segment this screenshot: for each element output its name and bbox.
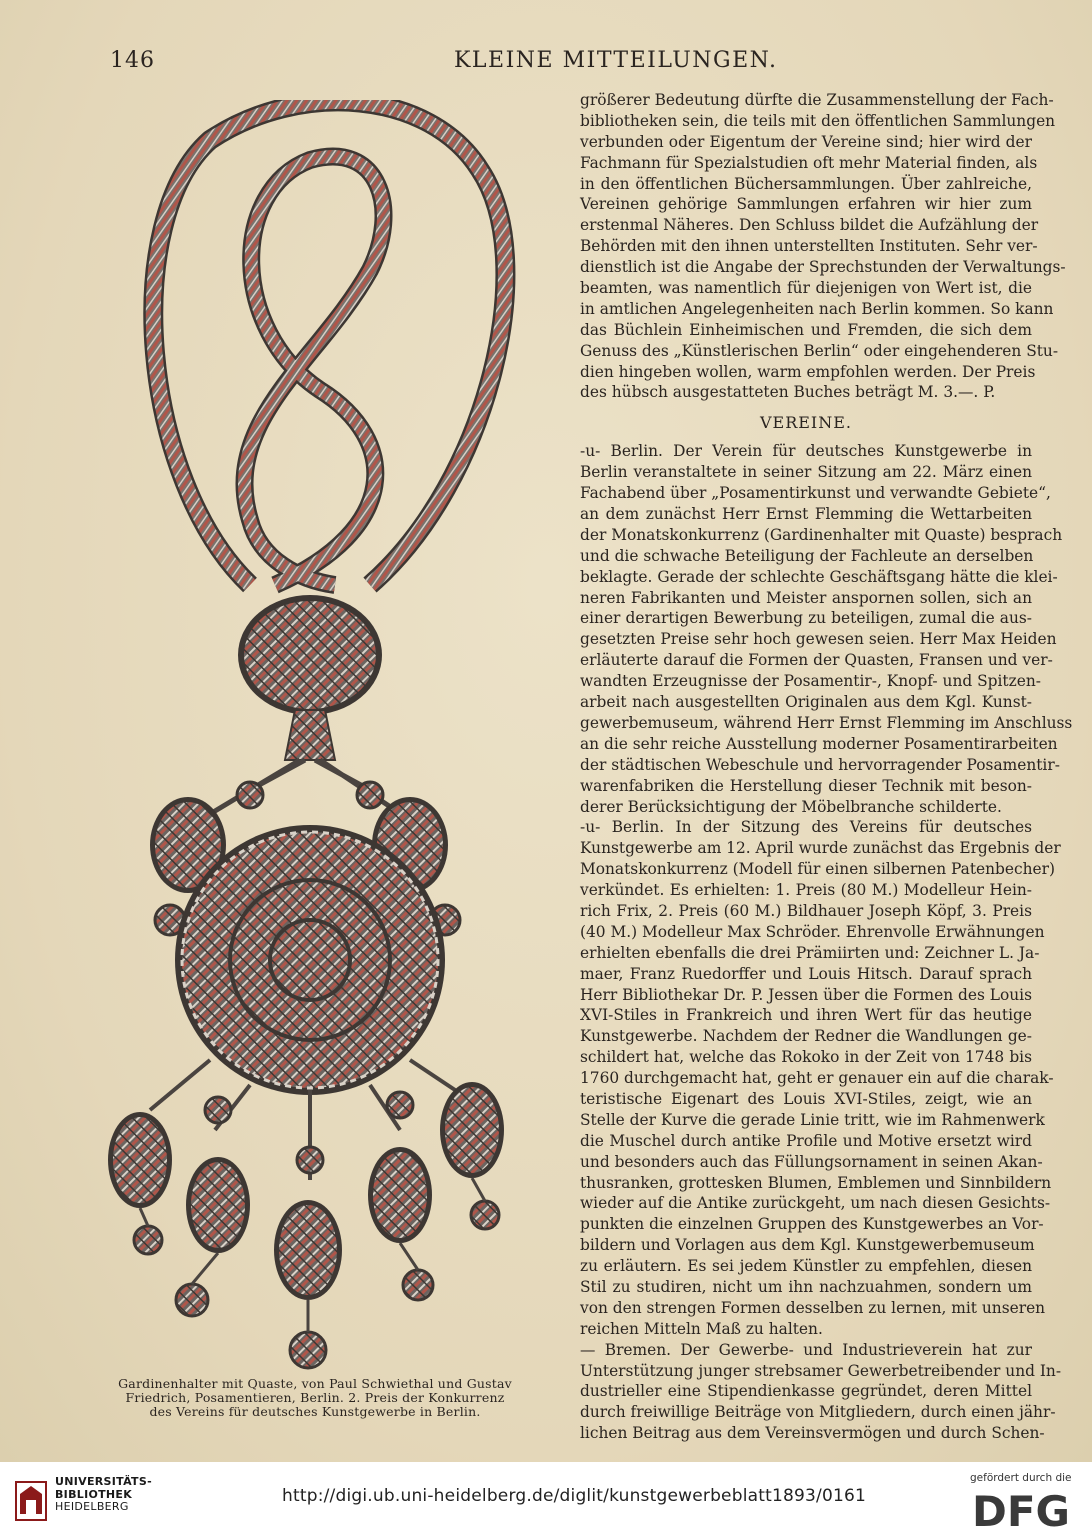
text-line: reichen Mitteln Maß zu halten. [580,1319,823,1338]
text-line: von den strengen Formen desselben zu lernen, mit unseren [580,1298,1046,1317]
text-line: in amtlichen Angelegenheiten nach Berlin kommen. So kann [580,299,1054,318]
text-line: Behörden mit den ihnen unterstellten Instituten. Sehr ver- [580,237,1038,256]
text-line: bildern und Vorlagen aus dem Kgl. Kunstgewerbemuseum [580,1236,1035,1255]
text-line: erläuterte darauf die Formen der Quasten, Fransen und ver- [580,651,1053,670]
text-line: warenfabriken die Herstellung dieser Technik mit beson- [580,776,1032,795]
tassel-icon [100,100,540,1390]
text-line: verkündet. Es erhielten: 1. Preis (80 M.) Modelleur Hein- [580,881,1032,900]
university-seal-icon [14,1480,48,1522]
text-line: Stelle der Kurve die gerade Linie tritt, wie im Rahmenwerk [580,1110,1045,1129]
dfg-logo-icon [972,1488,1078,1530]
text-column [580,90,1073,1444]
text-line: lichen Beitrag aus dem Vereinsvermögen und durch Schen- [580,1424,1045,1443]
text-line: der Monatskonkurrenz (Gardinenhalter mit Quaste) besprach [580,525,1063,544]
text-line: durch freiwillige Beiträge von Mitgliedern, durch einen jähr- [580,1403,1056,1422]
institution-line: UNIVERSITÄTS- [55,1475,152,1488]
caption-line: des Vereins für deutsches Kunstgewerbe in Berlin. [149,1404,481,1419]
figure-caption [110,1377,520,1419]
text-line: teristische Eigenart des Louis XVI-Stiles, zeigt, wie an [580,1089,1032,1108]
text-line: Monatskonkurrenz (Modell für einen silbernen Patenbecher) [580,860,1056,879]
text-line: bibliotheken sein, die teils mit den öffentlichen Sammlungen [580,111,1056,130]
text-line: der städtischen Webeschule und hervorragender Posamentir- [580,755,1060,774]
text-line: des hübsch ausgestatteten Buches beträgt M. 3.—. P. [580,383,996,402]
text-line: erstenmal Näheres. Den Schluss bildet die Aufzählung der [580,216,1039,235]
funded-by-label: gefördert durch die [970,1472,1072,1484]
text-line: dien hingeben wollen, warm empfohlen werden. Der Preis [580,362,1036,381]
text-line: derer Berücksichtigung der Möbelbranche schilderte. [580,797,1002,816]
text-line: wandten Erzeugnisse der Posamentir-, Knopf- und Spitzen- [580,672,1041,691]
text-line: die Muschel durch antike Profile und Motive ersetzt wird [580,1131,1032,1150]
text-line: XVI-Stiles in Frankreich und ihren Wert für das heutige [580,1006,1032,1025]
text-line: 1760 durchgemacht hat, geht er genauer ein auf die charak- [580,1069,1054,1088]
text-line: — Bremen. Der Gewerbe- und Industrieverein hat zur [580,1340,1032,1359]
running-head: KLEINE MITTEILUNGEN. [454,48,778,73]
text-line: neren Fabrikanten und Meister anspornen sollen, sich an [580,588,1032,607]
text-line: dustrieller eine Stipendienkasse gegründet, deren Mittel [580,1382,1032,1401]
text-line: und besonders auch das Füllungsornament in seinen Akan- [580,1152,1043,1171]
text-line: maer, Franz Ruedorffer und Louis Hitsch. Darauf sprach [580,964,1032,983]
text-line: Berlin veranstaltete in seiner Sitzung am 22. März einen [580,463,1032,482]
section-heading: VEREINE. [759,413,853,433]
text-line: wieder auf die Antike zurückgeht, um nach diesen Gesichts- [580,1194,1051,1213]
text-line: erhielten ebenfalls die drei Prämiirten und: Zeichner L. Ja- [580,943,1040,962]
institution-city: HEIDELBERG [55,1500,129,1513]
text-line: in den öffentlichen Büchersammlungen. Über zahlreiche, [580,174,1032,193]
text-line: das Büchlein Einheimischen und Fremden, die sich dem [580,320,1032,339]
text-line: gesetzten Preise sehr hoch gewesen seien. Herr Max Heiden [580,630,1057,649]
page-number: 146 [110,48,155,73]
text-line: rich Frix, 2. Preis (60 M.) Bildhauer Joseph Köpf, 3. Preis [580,901,1032,920]
text-line: und die schwache Beteiligung der Fachleute an derselben [580,546,1034,565]
text-line: an dem zunächst Herr Ernst Flemming die Wettarbeiten [580,505,1032,524]
text-line: -u- Berlin. In der Sitzung des Vereins für deutsches [580,818,1032,837]
text-line: arbeit nach ausgestellten Originalen aus dem Kgl. Kunst- [580,693,1032,712]
text-line: Herr Bibliothekar Dr. P. Jessen über die Formen des Louis [580,985,1032,1004]
digitization-footer [0,1462,1092,1540]
text-line: punkten die einzelnen Gruppen des Kunstgewerbes an Vor- [580,1215,1044,1234]
institution-line: BIBLIOTHEK [55,1487,133,1501]
berlin-march-paragraph [580,441,1073,817]
text-line: Kunstgewerbe am 12. April wurde zunächst das Ergebnis der [580,839,1061,858]
caption-line: Gardinenhalter mit Quaste, von Paul Schwiethal und Gustav [118,1376,512,1391]
text-line: Stil zu studiren, nicht um ihn nachzuahmen, sondern um [580,1277,1032,1296]
tassel-illustration [100,100,540,1390]
institution-name [55,1476,152,1514]
berlin-april-paragraph [580,817,1061,1339]
text-line: an die sehr reiche Ausstellung moderner Posamentirarbeiten [580,734,1058,753]
text-line: beamten, was namentlich für diejenigen von Wert ist, die [580,279,1032,298]
caption-line: Friedrich, Posamentieren, Berlin. 2. Preis der Konkurrenz [125,1390,505,1405]
text-line: verbunden oder Eigentum der Vereine sind; hier wird der [580,132,1032,151]
bremen-paragraph [580,1340,1062,1444]
dfg-logo-text: DFG [972,1488,1071,1530]
text-line: Fachmann für Spezialstudien oft mehr Material finden, als [580,153,1038,172]
text-line: Vereinen gehörige Sammlungen erfahren wir hier zum [580,195,1032,214]
text-line: thusranken, grottesken Blumen, Emblemen und Sinnbildern [580,1173,1052,1192]
text-line: Kunstgewerbe. Nachdem der Redner die Wandlungen ge- [580,1027,1032,1046]
text-line: größerer Bedeutung dürfte die Zusammenstellung der Fach- [580,91,1054,109]
text-line: Fachabend über „Posamentirkunst und verwandte Gebiete“, [580,484,1051,503]
text-line: -u- Berlin. Der Verein für deutsches Kunstgewerbe in [580,442,1032,461]
intro-paragraph [580,90,1066,403]
text-line: schildert hat, welche das Rokoko in der Zeit von 1748 bis [580,1048,1032,1067]
text-line: Genuss des „Künstlerischen Berlin“ oder eingehenderen Stu- [580,341,1059,360]
text-line: Unterstützung junger strebsamer Gewerbetreibender und In- [580,1361,1062,1380]
text-line: (40 M.) Modelleur Max Schröder. Ehrenvolle Erwähnungen [580,922,1045,941]
text-line: beklagte. Gerade der schlechte Geschäftsgang hätte die klei- [580,567,1058,586]
text-line: einer derartigen Bewerbung zu beteiligen, zumal die aus- [580,609,1032,628]
text-line: gewerbemuseum, während Herr Ernst Flemming im Anschluss [580,713,1073,732]
text-line: dienstlich ist die Angabe der Sprechstunden der Verwaltungs- [580,258,1066,277]
source-url-link[interactable]: http://digi.ub.uni-heidelberg.de/diglit/kunstgewerbeblatt1893/0161 [282,1486,867,1506]
text-line: zu erläutern. Es sei jedem Künstler zu empfehlen, diesen [580,1257,1032,1276]
